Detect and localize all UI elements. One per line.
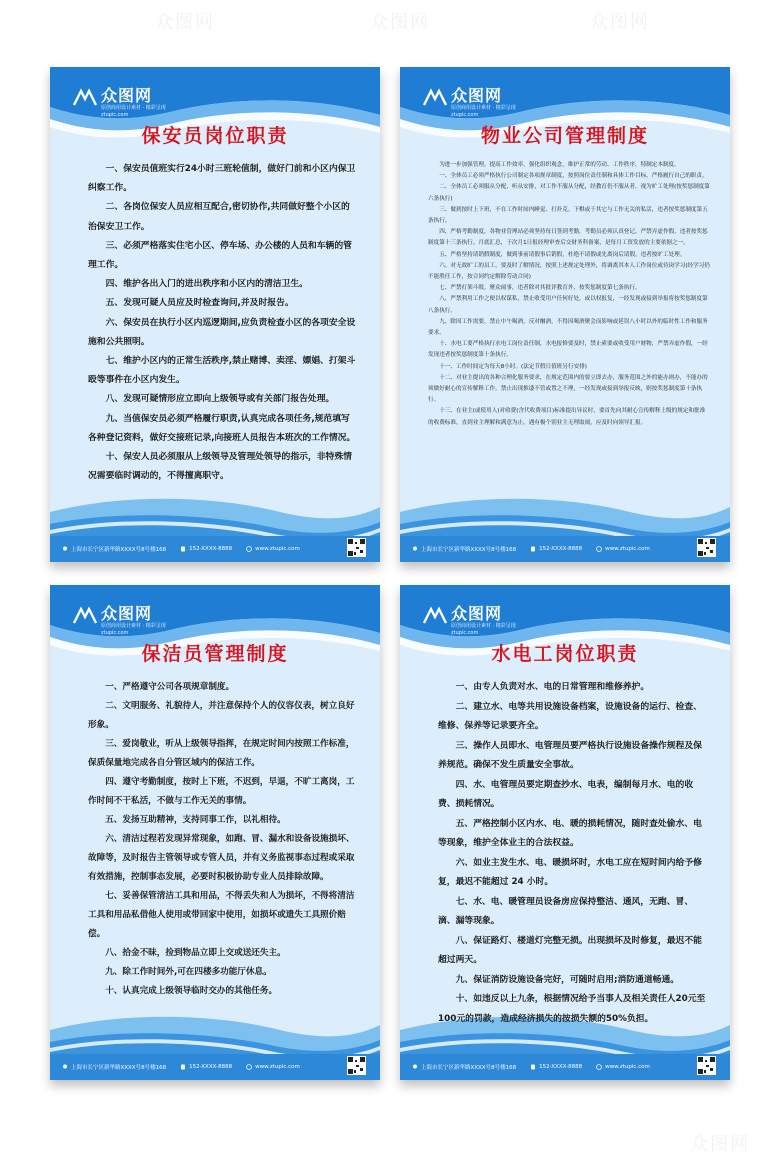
website-text: www.ztupic.com [605,1064,650,1070]
watermark: 众图网 [155,12,215,33]
footer-website [596,546,650,552]
logo-url: ztupic.com [101,112,129,118]
paragraph: 四、遵守考勤制度，按时上下班，不迟到，早退，不旷工离岗，工作时间不干私活，不做与工作无关的事情。 [88,777,355,806]
logo-mark-icon [422,605,448,625]
poster-cleaner [50,585,380,1080]
footer-phone [180,1064,232,1070]
paragraph: 四、水、电管理员要定期查抄水、电表，编制每月水、电的收费、损耗情况。 [438,779,694,809]
paragraph: 十、如违反以上九条，根据情况给予当事人及相关责任人20元至100元的罚款，造成经济损失的按损失额的50%负担。 [438,994,706,1024]
watermark: 众图网 [370,12,430,33]
poster-title: 保洁员管理制度 [141,643,289,665]
phone-icon [530,1064,536,1070]
poster-title: 保安员岗位职责 [141,125,289,147]
paragraph: 四、维护各出入门的进出秩序和小区内的清洁卫生。 [105,279,308,290]
paragraph: 六、保安员在执行小区内巡逻期间,应负责检查小区的各项安全设施和公共照明。 [88,317,356,347]
phone-icon [180,546,186,552]
paragraph: 十二、对业主提出的各种合理化服务要求，在规定范围内的要立即去办，服务范围之外的能办则办，不能办的须做好耐心的宣传解释工作。禁止出现推诿不管或置之不理，一经发现或接到举报反映，则按奖惩制度第十条执行。 [428,374,708,404]
paragraph: 为进一步加强管理，提高工作效率，强化组织观念，维护正常的劳动、工作秩序，特制定本制度。 [439,162,680,168]
footer-website [246,1064,300,1070]
paragraph: 九、保证消防设施设备完好，可随时启用;消防通道畅通。 [455,974,680,985]
footer-address [412,545,516,553]
address-text: 上海市长宁区新华路XXXX号8号楼168 [421,1065,517,1071]
address-text: 上海市长宁区新华路XXXX号8号楼168 [71,547,167,553]
paragraph: 十三、在业主(或使用人)对收费(含代收费项目)标准提出异议时，要首先向其耐心宣传解释上级的规定和批准的收费标准，直到业主理解和满意为止，遇有极个别业主无理取闹，应及时向领导汇报。 [428,408,706,426]
footer-website [246,546,300,552]
paragraph: 七、严禁打架斗殴，聚众闹事，违者除对其批评教育外，按奖惩制度第七条执行。 [439,285,641,292]
paragraph: 十、认真完成上级领导临时交办的其他任务。 [105,986,278,996]
logo-mark-icon [422,87,448,107]
location-icon [412,546,418,552]
footer-address [412,1063,516,1071]
paragraph: 八、发现可疑情形应立即向上级领导或有关部门报告处理。 [105,394,335,405]
paragraph: 七、维护小区内的正常生活秩序,禁止赌博、卖淫、嫖娼、打架斗殴等事件在小区内发生。 [88,356,356,386]
poster-title: 水电工岗位职责 [491,643,639,665]
phone-text: 152-XXXX-8888 [189,1064,233,1070]
logo-mark-icon [72,605,98,625]
paragraph: 三、操作人员即水、电管理员要严格执行设施设备操作规程及保养规范。确保不发生质量安全事故。 [438,740,702,770]
paragraph: 九、除因工作需要，禁止中午喝酒，反对酗酒，不得因喝酒聚会而影响或延误八小时以外的临时性工作和服务要求。 [428,318,708,337]
logo-name: 众图网 [101,604,153,623]
paragraph: 二、建立水、电等共用设施设备档案，设施设备的运行、检查、维修、保养等记录要齐全。 [438,701,702,731]
poster-body [88,678,356,1001]
paragraph: 十、保安人员必须服从上级领导及管理处领导的指示，非特殊情况需要临时调动的，不得擅离职守。 [88,452,352,482]
brand-logo [422,87,516,119]
poster-property-management [400,67,730,562]
paragraph: 八、拾金不昧，捡到物品立即上交或送还失主。 [105,948,286,958]
logo-name: 众图网 [451,604,503,623]
poster-security-guard [50,67,380,562]
phone-text: 152-XXXX-8888 [539,1064,583,1070]
footer-phone [180,546,232,552]
poster-body [428,160,710,429]
paragraph: 三、做到按时上下班，不在工作时间内睡觉、打扑克。下棋或干其它与工作无关的私活，违者按奖惩制度第五条执行。 [428,206,708,225]
paragraph: 二、全体员工必须服从分配，听从安排，对工作不服从分配，经教育仍不服从者，视为旷工处理(按奖惩制度第六条执行) [428,184,710,202]
qr-code-icon [347,538,366,557]
address-text: 上海市长宁区新华路XXXX号8号楼168 [421,547,517,553]
logo-url: ztupic.com [451,630,479,636]
logo-mark-icon [72,87,98,107]
poster-body [438,678,706,1029]
logo-name: 众图网 [451,86,503,105]
qr-code-icon [697,538,716,557]
poster-footer [50,536,380,562]
paragraph: 三、爱岗敬业，听从上级领导指挥，在规定时间内按照工作标准，保质保量地完成各自分管区域内的保洁工作。 [88,739,355,768]
brand-logo [422,605,516,637]
location-icon [412,1064,418,1070]
website-text: www.ztupic.com [255,1064,300,1070]
location-icon [62,546,68,552]
footer-address [62,545,166,553]
phone-icon [530,546,536,552]
paragraph: 九、当值保安员必须严格履行职责,认真完成各项任务,规范填写各种登记资料，做好交接班记录,向接班人员报告本班次的工作情况。 [88,413,356,443]
logo-tagline: 原创商用设计素材 · 精彩呈现 [451,105,516,111]
address-text: 上海市长宁区新华路XXXX号8号楼168 [71,1065,167,1071]
phone-text: 152-XXXX-8888 [189,546,233,552]
logo-name: 众图网 [101,86,153,105]
paragraph: 八、严禁利用工作之便以权谋私，禁止收受用户任何好处，或以权报复，一经发现或接到举报将按奖惩制度第八条执行。 [428,296,708,314]
paragraph: 一、严格遵守公司各项规章制度。 [105,682,235,692]
paragraph: 五、发扬互助精神，支持同事工作，以礼相待。 [105,815,286,825]
poster-footer [50,1054,380,1080]
logo-url: ztupic.com [451,112,479,118]
poster-footer [400,536,730,562]
paragraph: 六、清洁过程若发现异常现象，如跑、冒、漏水和设备设施损坏、故障等，及时报告主管领导或专管人员，并有义务监视事态过程或采取有效措施，控制事态发展，必要时积极协助专业人员排除故障。 [88,834,355,882]
logo-tagline: 原创商用设计素材 · 精彩呈现 [451,623,516,629]
logo-tagline: 原创商用设计素材 · 精彩呈现 [101,105,166,111]
paragraph: 八、保证路灯、楼道灯完整无损。出现损坏及时修复，最迟不能超过两天。 [438,935,702,965]
poster-title: 物业公司管理制度 [480,125,649,147]
poster-footer [400,1054,730,1080]
paragraph: 五、严格控制小区内水、电、暖的损耗情况，随时查处偷水、电等现象，维护全体业主的合法权益。 [438,818,702,848]
paragraph: 九、除工作时间外,可在四楼多功能厅休息。 [105,967,272,977]
phone-text: 152-XXXX-8888 [539,546,583,552]
paragraph: 七、水、电、暖管理员设备房应保持整洁、通风，无跑、冒、滴、漏等现象。 [438,896,694,926]
paragraph: 二、文明服务、礼貌待人，并注意保持个人的仪容仪表，树立良好形象。 [88,701,355,730]
footer-website [596,1064,650,1070]
website-text: www.ztupic.com [255,546,300,552]
globe-icon [596,546,602,552]
paragraph: 七、妥善保管清洁工具和用品，不得丢失和人为损坏，不得将清洁工具和用品私借他人使用或带回家中使用，如损坏或遗失工具照价赔偿。 [88,891,355,939]
paragraph: 四、严格考勤制度，各物业管理站必须坚持每日签到考勤，考勤员必须认真登记，严禁弄虚作假，违者按奖惩制度第十三条执行。月底汇总，于次月1日报经理审查后交财务科备案，是每月工资发放的主要依据之一。 [428,229,708,247]
globe-icon [596,1064,602,1070]
globe-icon [246,1064,252,1070]
footer-phone [530,546,582,552]
website-text: www.ztupic.com [605,546,650,552]
paragraph: 六、如业主发生水、电、暖损坏时，水电工应在短时间内给予修复，最迟不能超过 24 小时。 [438,857,702,887]
logo-url: ztupic.com [101,630,129,636]
paragraph: 六、对无故旷工的员工，要及时了解情况，按照上述规定处理外，将调离其本人工作岗位或待岗学习(经学习仍不能胜任工作，按合同约定解除劳动合同) [428,262,710,281]
globe-icon [246,546,252,552]
watermark: 众图网 [590,12,650,33]
brand-logo [72,87,166,119]
paragraph: 一、由专人负责对水、电的日常管理和维修养护。 [455,682,650,692]
paragraph: 一、全体员工必须严格执行公司制定各项规章制度，按照岗位责任制和具体工作目标，严格履行自己的职责。 [439,173,708,180]
watermark: 众图网 [690,1134,750,1155]
poster-electrician [400,585,730,1080]
logo-tagline: 原创商用设计素材 · 精彩呈现 [101,623,166,629]
qr-code-icon [697,1056,716,1075]
qr-code-icon [347,1056,366,1075]
paragraph: 十一、工作时间定为每天8小时。(法定节假日值班另行安排) [439,363,587,370]
footer-address [62,1063,166,1071]
paragraph: 五、严格坚持请销假制度，做到事前请假事后销假，杜绝不请假或先离岗后请假，违者按旷工处理。 [439,251,686,258]
footer-phone [530,1064,582,1070]
paragraph: 十、水电工要严格执行水电工岗位责任制，水电报修要及时，禁止索要或收受用户财物，严禁弄虚作假，一经发现违者按奖惩制度第十条执行。 [428,341,708,359]
paragraph: 二、各岗位保安人员应相互配合,密切协作,共同做好整个小区的治保安卫工作。 [88,202,350,232]
paragraph: 一、保安员值班实行24小时三班轮值制，做好门前和小区内保卫纠察工作。 [88,164,356,194]
poster-body [88,160,356,486]
location-icon [62,1064,68,1070]
paragraph: 三、必须严格落实住宅小区、停车场、办公楼的人员和车辆的管理工作。 [88,240,352,271]
phone-icon [180,1064,186,1070]
paragraph: 五、发现可疑人员应及时检查询问,并及时报告。 [105,298,294,309]
brand-logo [72,605,166,637]
